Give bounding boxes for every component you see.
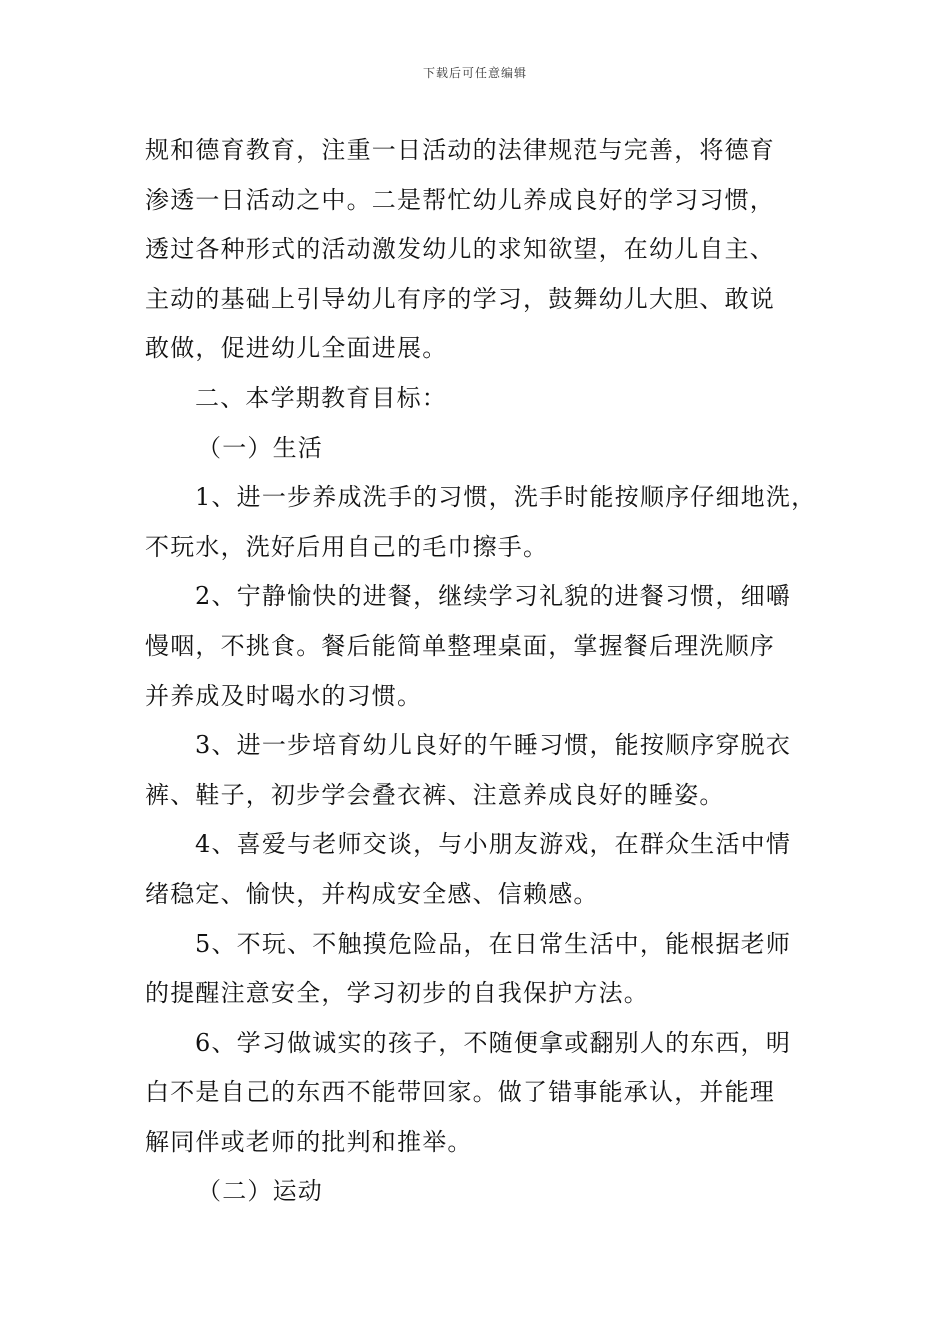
- text-line: 3、进一步培育幼儿良好的午睡习惯，能按顺序穿脱衣: [195, 731, 792, 760]
- text-line: 2、宁静愉快的进餐，继续学习礼貌的进餐习惯，细嚼: [195, 582, 792, 611]
- text-line: 5、不玩、不触摸危险品，在日常生活中，能根据老师: [195, 929, 792, 958]
- subsection-heading: （一）生活: [197, 433, 323, 462]
- text-line: 敢做，促进幼儿全面进展。: [145, 334, 448, 363]
- text-line: 慢咽，不挑食。餐后能简单整理桌面，掌握餐后理洗顺序: [145, 631, 775, 660]
- document-body: [145, 126, 835, 1217]
- text-line: 解同伴或老师的批判和推举。: [145, 1127, 473, 1156]
- text-line: 绪稳定、愉快，并构成安全感、信赖感。: [145, 879, 599, 908]
- text-line: 规和德育教育，注重一日活动的法律规范与完善，将德育: [145, 136, 775, 164]
- subsection-heading: （二）运动: [197, 1177, 323, 1206]
- text-line: 4、喜爱与老师交谈，与小朋友游戏，在群众生活中情: [195, 830, 792, 859]
- text-line: 不玩水，洗好后用自己的毛巾擦手。: [145, 532, 549, 561]
- text-line: 1、进一步养成洗手的习惯，洗手时能按顺序仔细地洗，: [195, 483, 817, 512]
- text-line: 的提醒注意安全，学习初步的自我保护方法。: [145, 979, 649, 1008]
- section-heading: 二、本学期教育目标：: [195, 383, 447, 412]
- text-line: 6、学习做诚实的孩子，不随便拿或翻别人的东西，明: [195, 1028, 792, 1057]
- page-header: 下载后可任意编辑: [422, 66, 527, 80]
- text-line: 渗透一日活动之中。二是帮忙幼儿养成良好的学习习惯，: [145, 185, 775, 214]
- text-line: 主动的基础上引导幼儿有序的学习，鼓舞幼儿大胆、敢说: [145, 284, 775, 313]
- text-line: 透过各种形式的活动激发幼儿的求知欲望，在幼儿自主、: [145, 235, 775, 264]
- text-line: 并养成及时喝水的习惯。: [145, 681, 423, 710]
- text-line: 白不是自己的东西不能带回家。做了错事能承认，并能理: [145, 1078, 775, 1107]
- text-line: 裤、鞋子，初步学会叠衣裤、注意养成良好的睡姿。: [145, 780, 725, 809]
